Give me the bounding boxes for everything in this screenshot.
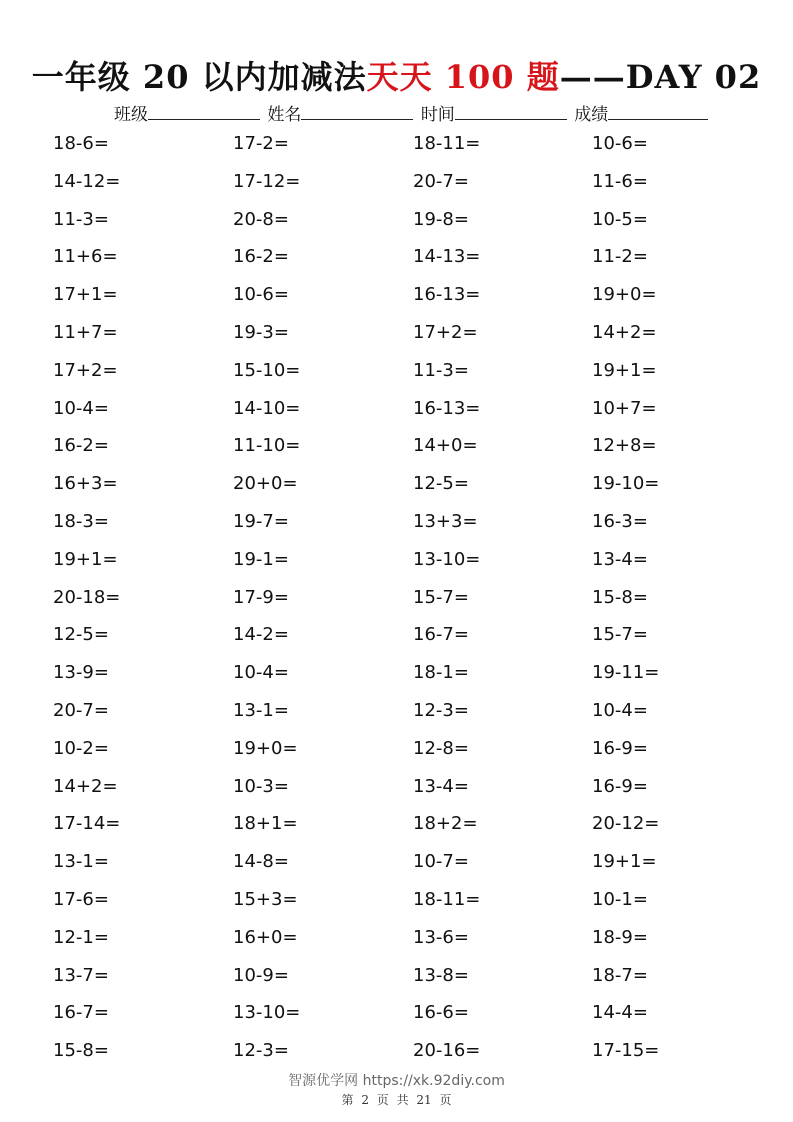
problem-item: 14-13= — [413, 246, 481, 268]
problem-item: 16-13= — [413, 284, 481, 306]
problem-item: 16-9= — [592, 775, 648, 797]
problem-item: 20-16= — [413, 1040, 481, 1062]
problem-row — [0, 693, 793, 731]
problem-row — [0, 769, 793, 807]
problem-item: 18+1= — [233, 813, 298, 835]
problem-item: 17+2= — [413, 321, 478, 343]
problem-item: 16-3= — [592, 510, 648, 532]
problem-item: 13-1= — [53, 851, 109, 873]
problem-item: 16-13= — [413, 397, 481, 419]
problem-item: 14+0= — [413, 435, 478, 457]
problem-item: 11+7= — [53, 321, 118, 343]
problem-row — [0, 391, 793, 429]
problem-item: 13-4= — [413, 775, 469, 797]
problem-row — [0, 958, 793, 996]
problem-item: 16+0= — [233, 926, 298, 948]
problem-row — [0, 844, 793, 882]
problem-item: 11+6= — [53, 246, 118, 268]
problem-item: 17-14= — [53, 813, 121, 835]
problem-item: 11-3= — [53, 208, 109, 230]
footer-site: 智源优学网 https://xk.92diy.com — [288, 1073, 505, 1089]
problem-item: 18-11= — [413, 133, 481, 154]
problem-item: 13-9= — [53, 662, 109, 684]
problem-item: 15-8= — [592, 586, 648, 608]
problem-item: 13-7= — [53, 964, 109, 986]
problem-item: 15-7= — [592, 624, 648, 646]
problem-item: 14-8= — [233, 851, 289, 873]
page-title — [0, 52, 793, 98]
problem-item: 10-4= — [592, 699, 648, 721]
problem-item: 10-1= — [592, 888, 648, 910]
problem-item: 18+2= — [413, 813, 478, 835]
problem-item: 19-1= — [233, 548, 289, 570]
problem-item: 18-9= — [592, 926, 648, 948]
problem-item: 19+1= — [592, 851, 657, 873]
problem-item: 13-10= — [233, 1002, 301, 1024]
problem-item: 18-11= — [413, 888, 481, 910]
problem-item: 13-4= — [592, 548, 648, 570]
problem-item: 16-9= — [592, 737, 648, 759]
problem-item: 12+8= — [592, 435, 657, 457]
problem-item: 15-10= — [233, 359, 301, 381]
problem-row — [0, 466, 793, 504]
problem-item: 16-7= — [413, 624, 469, 646]
problem-item: 17-6= — [53, 888, 109, 910]
class-label: 班级 — [114, 105, 148, 125]
title-day: ——DAY 02 — [559, 58, 762, 96]
problem-row — [0, 126, 793, 164]
problem-item: 10-6= — [233, 284, 289, 306]
problem-item: 15+3= — [233, 888, 298, 910]
score-blank[interactable] — [608, 103, 708, 120]
problem-row — [0, 580, 793, 618]
problem-item: 12-5= — [53, 624, 109, 646]
class-blank[interactable] — [148, 103, 260, 120]
problem-row — [0, 655, 793, 693]
problem-item: 11-10= — [233, 435, 301, 457]
problem-item: 10-5= — [592, 208, 648, 230]
name-label: 姓名 — [267, 105, 302, 125]
problem-row — [0, 995, 793, 1033]
problem-item: 16-7= — [53, 1002, 109, 1024]
problem-item: 19+0= — [592, 284, 657, 306]
name-blank[interactable] — [301, 103, 413, 120]
problem-item: 18-7= — [592, 964, 648, 986]
time-label: 时间 — [420, 105, 455, 125]
problem-row — [0, 920, 793, 958]
problem-item: 11-6= — [592, 170, 648, 192]
problem-item: 12-5= — [413, 473, 469, 495]
problem-row — [0, 315, 793, 353]
problem-item: 10-2= — [53, 737, 109, 759]
problem-item: 12-1= — [53, 926, 109, 948]
problem-row — [0, 428, 793, 466]
problem-grid — [0, 126, 793, 1071]
problem-item: 17-12= — [233, 170, 301, 192]
problem-item: 14+2= — [53, 775, 118, 797]
problem-row — [0, 1033, 793, 1071]
problem-row — [0, 164, 793, 202]
problem-item: 12-8= — [413, 737, 469, 759]
problem-item: 10-3= — [233, 775, 289, 797]
problem-item: 19+1= — [53, 548, 118, 570]
problem-item: 20-8= — [233, 208, 289, 230]
problem-item: 16-2= — [233, 246, 289, 268]
problem-item: 14-2= — [233, 624, 289, 646]
problem-item: 19+0= — [233, 737, 298, 759]
problem-item: 19-3= — [233, 321, 289, 343]
problem-item: 14+2= — [592, 321, 657, 343]
problem-row — [0, 277, 793, 315]
problem-item: 14-12= — [53, 170, 121, 192]
problem-item: 19-7= — [233, 510, 289, 532]
problem-item: 10-4= — [53, 397, 109, 419]
problem-item: 17+2= — [53, 359, 118, 381]
problem-item: 20-18= — [53, 586, 121, 608]
score-label: 成绩 — [574, 105, 609, 125]
problem-item: 14-10= — [233, 397, 301, 419]
page-number: 第 2 页 共 21 页 — [341, 1093, 452, 1107]
problem-item: 14-4= — [592, 1002, 648, 1024]
problem-item: 19-10= — [592, 473, 660, 495]
problem-item: 12-3= — [233, 1040, 289, 1062]
problem-item: 20-7= — [53, 699, 109, 721]
problem-item: 20-12= — [592, 813, 660, 835]
time-blank[interactable] — [455, 103, 567, 120]
problem-item: 19-8= — [413, 208, 469, 230]
problem-row — [0, 239, 793, 277]
problem-item: 17-2= — [233, 133, 289, 154]
problem-item: 18-6= — [53, 133, 109, 154]
problem-row — [0, 731, 793, 769]
problem-item: 10-4= — [233, 662, 289, 684]
problem-item: 10-9= — [233, 964, 289, 986]
problem-row — [0, 353, 793, 391]
problem-row — [0, 806, 793, 844]
problem-item: 10-7= — [413, 851, 469, 873]
problem-row — [0, 202, 793, 240]
problem-item: 15-7= — [413, 586, 469, 608]
problem-item: 16+3= — [53, 473, 118, 495]
problem-item: 17-15= — [592, 1040, 660, 1062]
problem-row — [0, 504, 793, 542]
problem-item: 13-6= — [413, 926, 469, 948]
problem-item: 10-6= — [592, 133, 648, 154]
problem-item: 18-3= — [53, 510, 109, 532]
problem-item: 11-3= — [413, 359, 469, 381]
problem-item: 10+7= — [592, 397, 657, 419]
problem-item: 15-8= — [53, 1040, 109, 1062]
info-fields — [114, 100, 710, 125]
problem-item: 19+1= — [592, 359, 657, 381]
title-main: 一年级 20 以内加减法 — [31, 58, 367, 96]
problem-item: 17+1= — [53, 284, 118, 306]
problem-item: 20-7= — [413, 170, 469, 192]
problem-row — [0, 882, 793, 920]
problem-item: 16-2= — [53, 435, 109, 457]
problem-row — [0, 617, 793, 655]
problem-item: 13-1= — [233, 699, 289, 721]
problem-item: 20+0= — [233, 473, 298, 495]
problem-item: 18-1= — [413, 662, 469, 684]
title-highlight: 天天 100 题 — [366, 58, 560, 96]
problem-item: 11-2= — [592, 246, 648, 268]
problem-item: 16-6= — [413, 1002, 469, 1024]
problem-item: 12-3= — [413, 699, 469, 721]
problem-item: 13+3= — [413, 510, 478, 532]
problem-row — [0, 542, 793, 580]
problem-item: 17-9= — [233, 586, 289, 608]
problem-item: 19-11= — [592, 662, 660, 684]
problem-item: 13-8= — [413, 964, 469, 986]
problem-item: 13-10= — [413, 548, 481, 570]
